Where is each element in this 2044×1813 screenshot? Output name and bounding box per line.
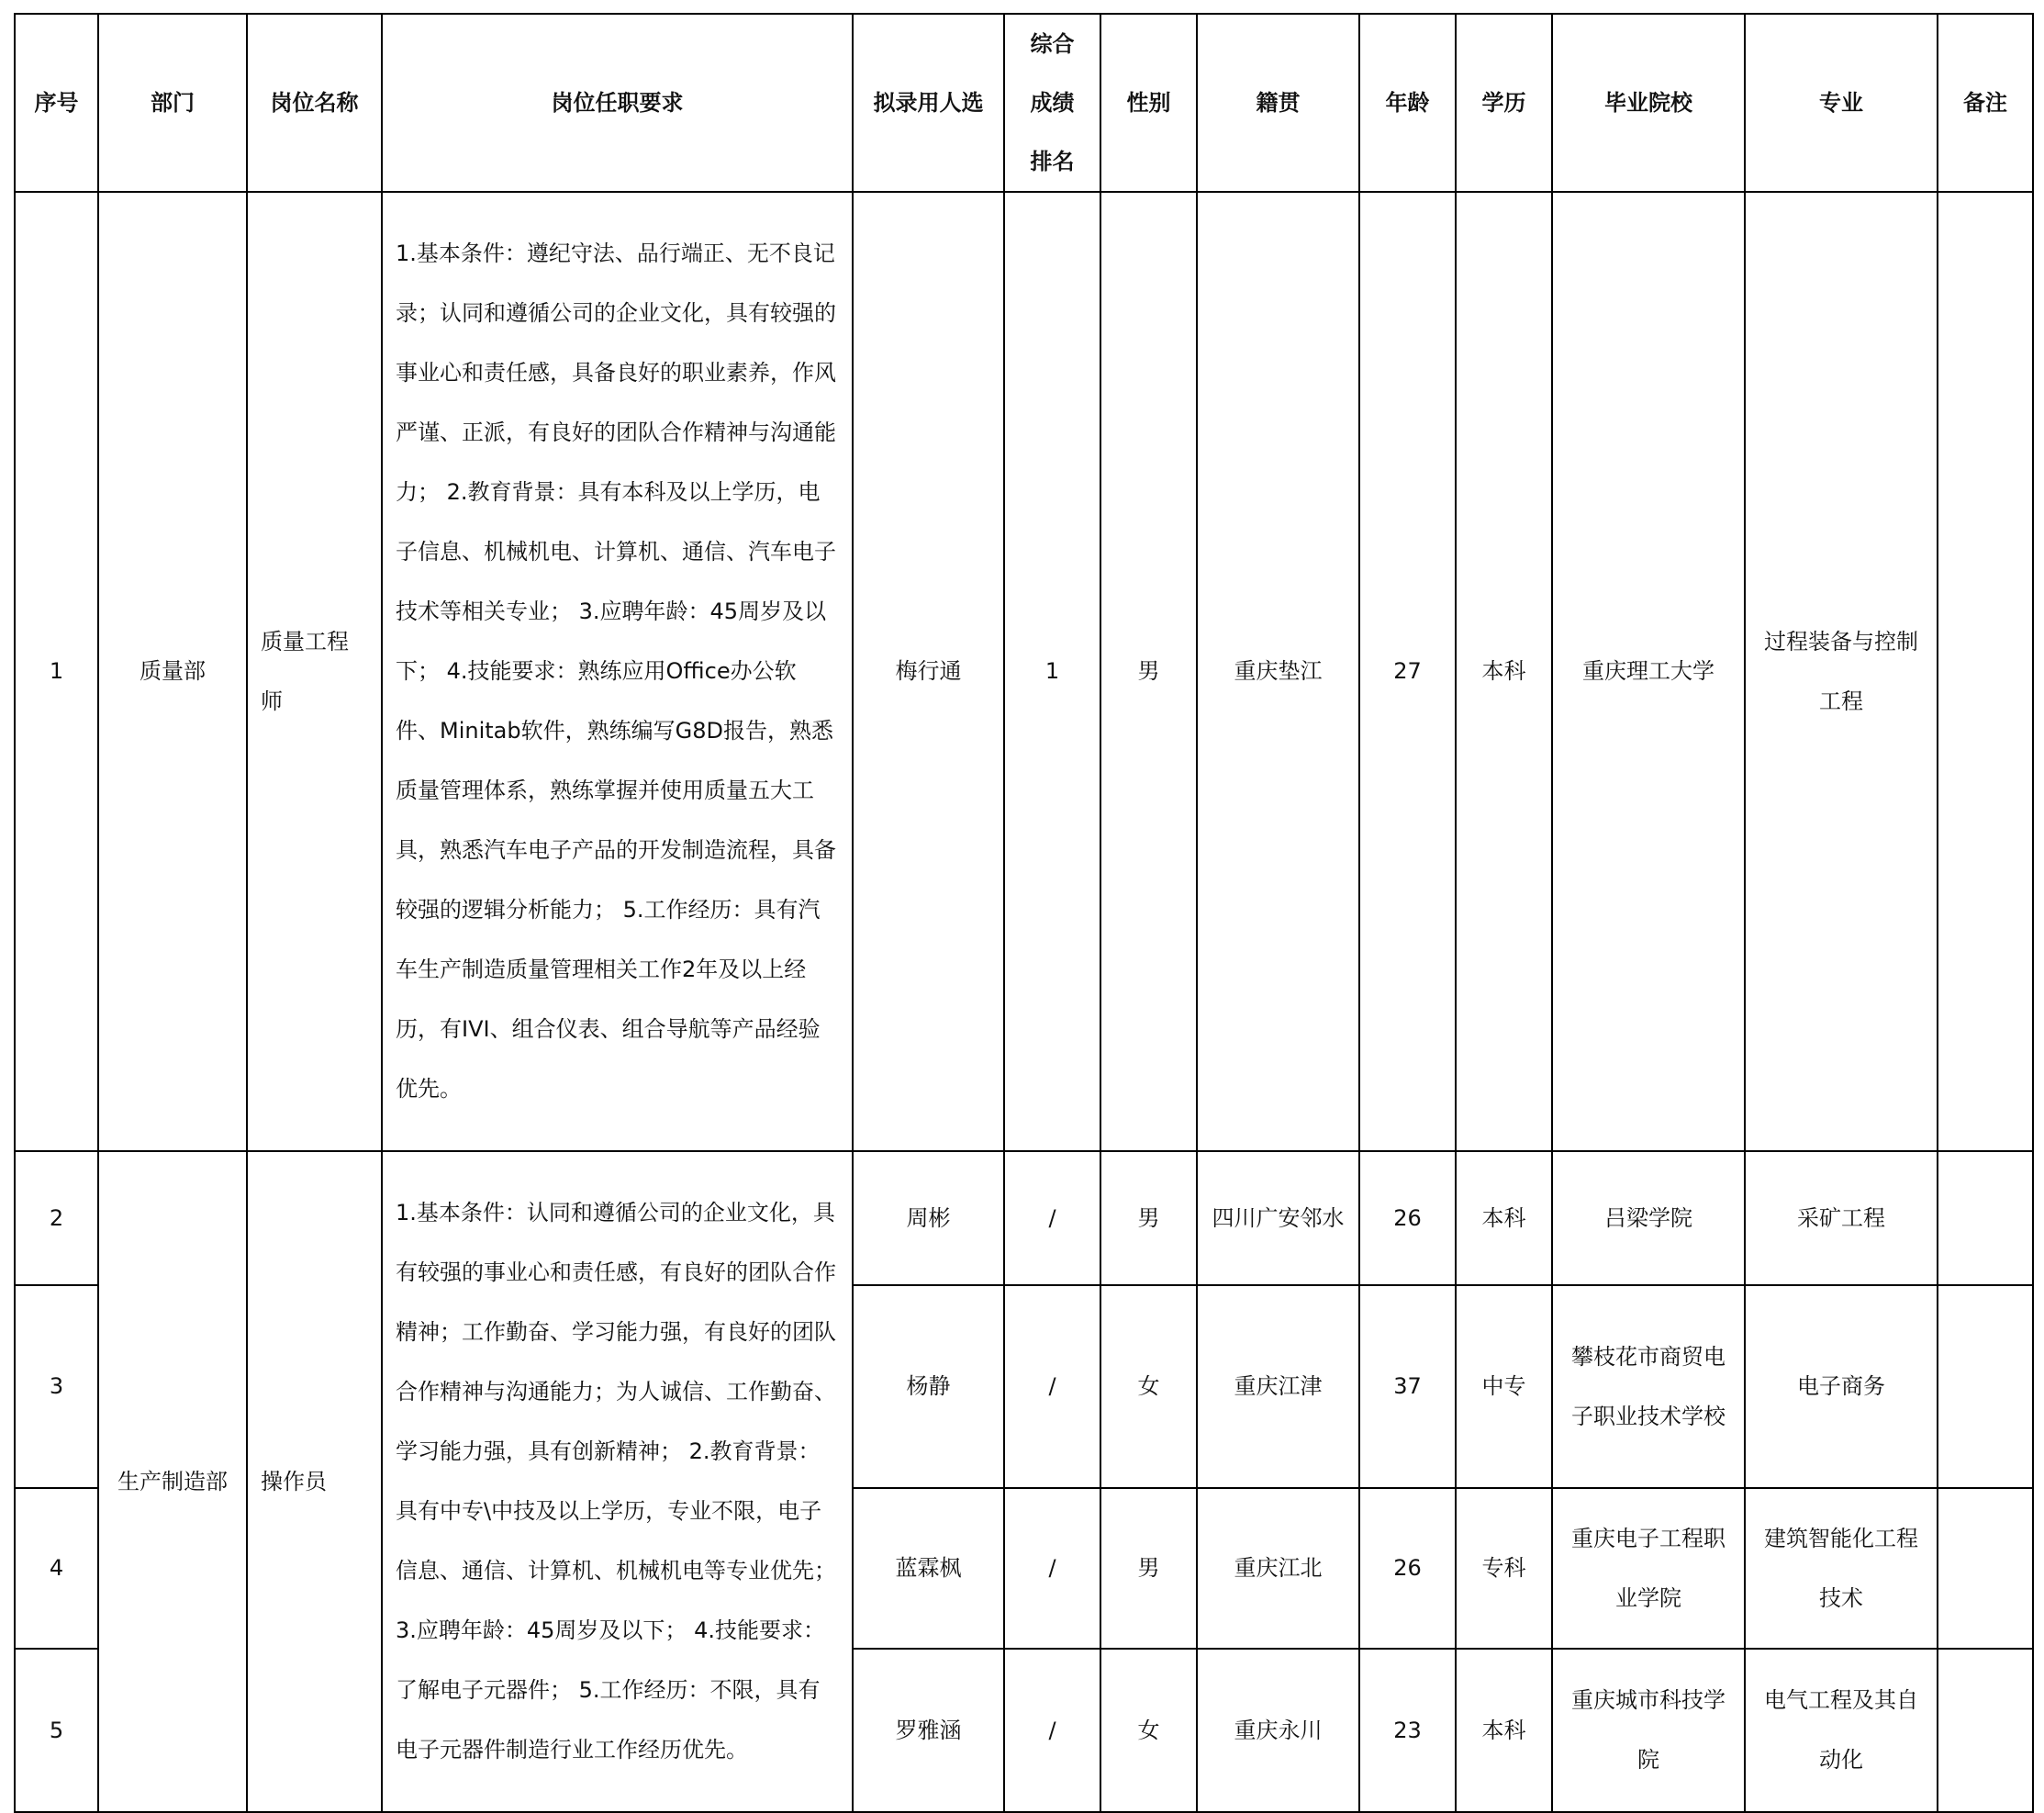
rank-cell: /: [1004, 1285, 1100, 1488]
position-cell: 操作员: [247, 1151, 382, 1812]
department-cell: 质量部: [98, 192, 247, 1151]
department-cell: 生产制造部: [98, 1151, 247, 1812]
header-cell-major: 专业: [1745, 14, 1938, 192]
gender-cell: 男: [1100, 1488, 1197, 1649]
major-cell: 电气工程及其自动化: [1745, 1649, 1938, 1812]
row-no: 3: [15, 1285, 98, 1488]
header-rank-line: 成绩: [1030, 90, 1075, 116]
origin-cell: 重庆垫江: [1197, 192, 1359, 1151]
education-cell: 专科: [1456, 1488, 1552, 1649]
origin-cell: 重庆永川: [1197, 1649, 1359, 1812]
major-cell: 电子商务: [1745, 1285, 1938, 1488]
candidate-name: 杨静: [853, 1285, 1004, 1488]
note-cell: [1938, 1285, 2033, 1488]
major-cell: 过程装备与控制工程: [1745, 192, 1938, 1151]
gender-cell: 男: [1100, 1151, 1197, 1285]
requirements-cell: 1.基本条件：认同和遵循公司的企业文化，具有较强的事业心和责任感，有良好的团队合作精神；工作勤奋、学习能力强，有良好的团队合作精神与沟通能力；为人诚信、工作勤奋、学习能力强，具有创新精神； 2.教育背景：具有中专\中技及以上学历，专业不限，电子信息、通信、计算机、机械机电等专业优先； 3.应聘年龄：45周岁及以下； 4.技能要求：了解电子元器件； 5.工作经历：不限，具有电子元器件制造行业工作经历优先。: [382, 1151, 853, 1812]
row-no: 1: [15, 192, 98, 1151]
major-cell: 采矿工程: [1745, 1151, 1938, 1285]
header-rank-line: 排名: [1030, 149, 1075, 174]
school-cell: 吕梁学院: [1552, 1151, 1745, 1285]
education-cell: 中专: [1456, 1285, 1552, 1488]
header-cell-gender: 性别: [1100, 14, 1197, 192]
header-cell-rank: [1004, 14, 1100, 192]
requirements-cell: 1.基本条件：遵纪守法、品行端正、无不良记录；认同和遵循公司的企业文化，具有较强的事业心和责任感，具备良好的职业素养，作风严谨、正派，有良好的团队合作精神与沟通能力； 2.教育背景：具有本科及以上学历，电子信息、机械机电、计算机、通信、汽车电子技术等相关专业； 3.应聘年龄：45周岁及以下； 4.技能要求：熟练应用Office办公软件、Minitab软件，熟练编写G8D报告，熟悉质量管理体系，熟练掌握并使用质量五大工具，熟悉汽车电子产品的开发制造流程，具备较强的逻辑分析能力； 5.工作经历：具有汽车生产制造质量管理相关工作2年及以上经历，有IVI、组合仪表、组合导航等产品经验优先。: [382, 192, 853, 1151]
header-cell-school: 毕业院校: [1552, 14, 1745, 192]
rank-cell: /: [1004, 1649, 1100, 1812]
candidate-name: 周彬: [853, 1151, 1004, 1285]
gender-cell: 女: [1100, 1649, 1197, 1812]
candidate-name: 蓝霖枫: [853, 1488, 1004, 1649]
origin-cell: 四川广安邻水: [1197, 1151, 1359, 1285]
age-cell: 26: [1359, 1488, 1456, 1649]
recruitment-table: [14, 13, 2034, 1813]
school-cell: 重庆城市科技学院: [1552, 1649, 1745, 1812]
header-cell-position: 岗位名称: [247, 14, 382, 192]
rank-cell: /: [1004, 1151, 1100, 1285]
candidate-name: 梅行通: [853, 192, 1004, 1151]
rank-cell: /: [1004, 1488, 1100, 1649]
note-cell: [1938, 1488, 2033, 1649]
table-row: [15, 192, 2033, 1151]
table-row: [15, 1151, 2033, 1285]
age-cell: 23: [1359, 1649, 1456, 1812]
gender-cell: 男: [1100, 192, 1197, 1151]
school-cell: 攀枝花市商贸电子职业技术学校: [1552, 1285, 1745, 1488]
origin-cell: 重庆江津: [1197, 1285, 1359, 1488]
note-cell: [1938, 192, 2033, 1151]
rank-cell: 1: [1004, 192, 1100, 1151]
header-cell-requirements: 岗位任职要求: [382, 14, 853, 192]
header-row: [15, 14, 2033, 192]
header-rank-line: 综合: [1030, 31, 1075, 57]
origin-cell: 重庆江北: [1197, 1488, 1359, 1649]
row-no: 4: [15, 1488, 98, 1649]
row-no: 2: [15, 1151, 98, 1285]
header-cell-department: 部门: [98, 14, 247, 192]
education-cell: 本科: [1456, 1649, 1552, 1812]
header-cell-candidate: 拟录用人选: [853, 14, 1004, 192]
age-cell: 27: [1359, 192, 1456, 1151]
header-cell-origin: 籍贯: [1197, 14, 1359, 192]
header-cell-no: 序号: [15, 14, 98, 192]
education-cell: 本科: [1456, 1151, 1552, 1285]
header-cell-note: 备注: [1938, 14, 2033, 192]
header-cell-education: 学历: [1456, 14, 1552, 192]
age-cell: 26: [1359, 1151, 1456, 1285]
row-no: 5: [15, 1649, 98, 1812]
position-cell: 质量工程师: [247, 192, 382, 1151]
candidate-name: 罗雅涵: [853, 1649, 1004, 1812]
note-cell: [1938, 1649, 2033, 1812]
gender-cell: 女: [1100, 1285, 1197, 1488]
age-cell: 37: [1359, 1285, 1456, 1488]
education-cell: 本科: [1456, 192, 1552, 1151]
note-cell: [1938, 1151, 2033, 1285]
header-cell-age: 年龄: [1359, 14, 1456, 192]
school-cell: 重庆电子工程职业学院: [1552, 1488, 1745, 1649]
major-cell: 建筑智能化工程技术: [1745, 1488, 1938, 1649]
school-cell: 重庆理工大学: [1552, 192, 1745, 1151]
